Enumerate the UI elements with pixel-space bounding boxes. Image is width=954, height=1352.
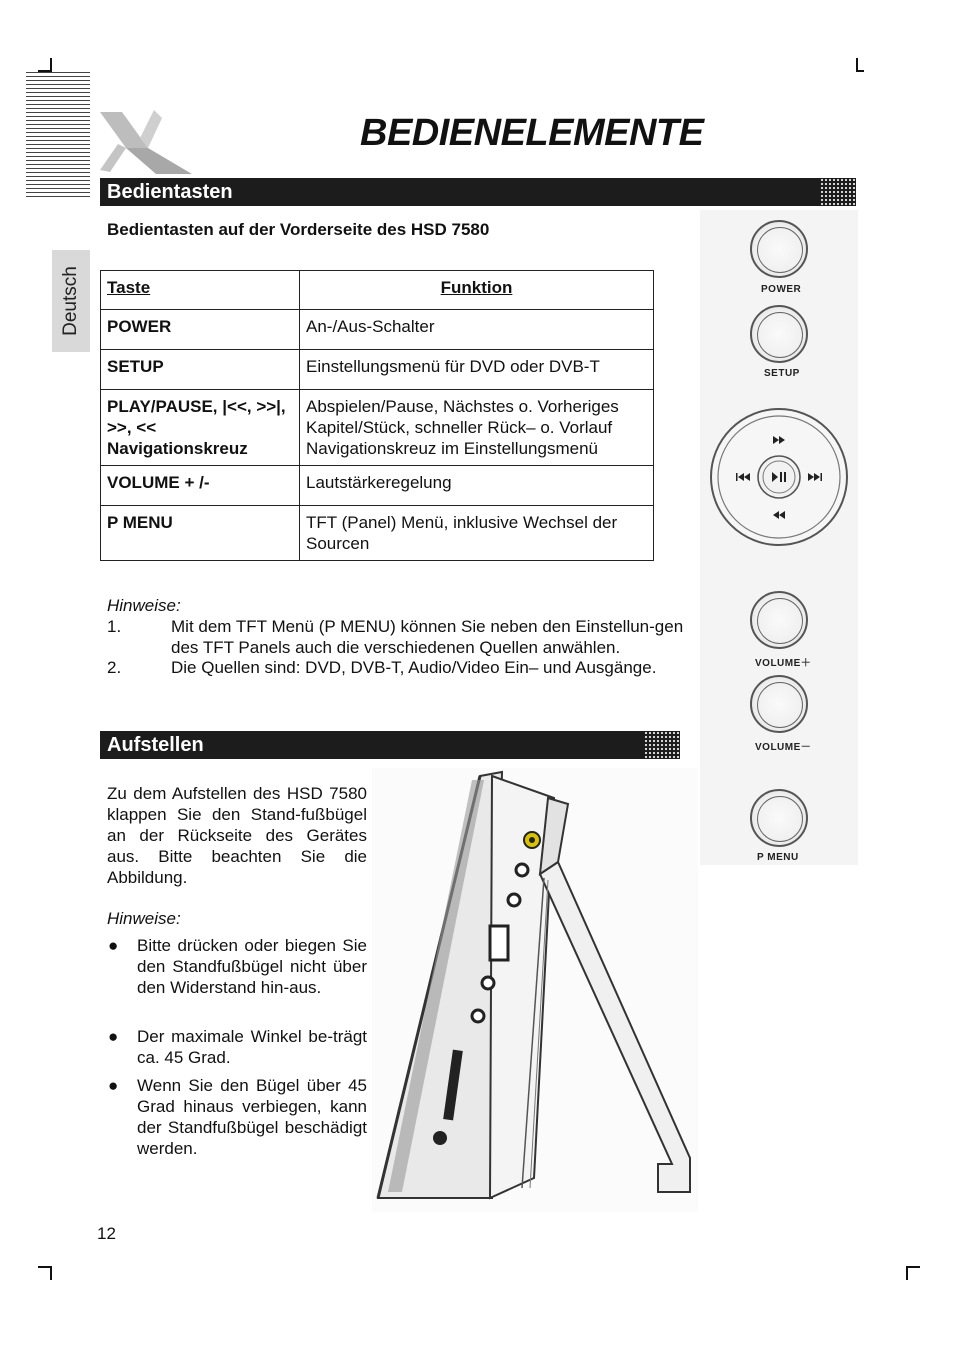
bullet-text: Bitte drücken oder biegen Sie den Standfußbügel nicht über den Widerstand hin-aus. bbox=[137, 936, 367, 997]
note-number: 1. bbox=[107, 617, 122, 636]
setup-button-illustration bbox=[750, 305, 808, 363]
section-heading-bar bbox=[100, 178, 856, 206]
row-function: Lautstärkeregelung bbox=[300, 466, 654, 506]
volume-plus-label: VOLUME＋ bbox=[755, 658, 812, 669]
x-logo bbox=[96, 108, 196, 176]
notes-label: Hinweise: bbox=[107, 909, 181, 928]
table-row bbox=[101, 350, 654, 390]
volume-plus-button-illustration bbox=[750, 591, 808, 649]
setup-label: SETUP bbox=[764, 368, 800, 379]
table-row bbox=[101, 390, 654, 466]
navigation-cross-illustration bbox=[708, 406, 850, 548]
crop-mark-top-left bbox=[50, 58, 52, 71]
row-key: VOLUME + /- bbox=[101, 466, 300, 506]
row-function: Einstellungsmenü für DVD oder DVB-T bbox=[300, 350, 654, 390]
volume-minus-label: VOLUME－ bbox=[755, 742, 812, 753]
power-label: POWER bbox=[761, 284, 802, 295]
page-title: BEDIENELEMENTE bbox=[360, 112, 704, 154]
table-row bbox=[101, 310, 654, 350]
crop-mark-top-right bbox=[856, 70, 864, 72]
row-function: TFT (Panel) Menü, inklusive Wechsel der Sourcen bbox=[300, 506, 654, 561]
bullet-icon: ● bbox=[108, 1027, 119, 1046]
bullet-icon: ● bbox=[108, 936, 119, 955]
decorative-stripes bbox=[26, 72, 90, 198]
note-text: Die Quellen sind: DVD, DVB-T, Audio/Video Ein– und Ausgänge. bbox=[171, 658, 657, 677]
bullet-text: Wenn Sie den Bügel über 45 Grad hinaus verbiegen, kann der Standfußbügel beschädigt werden. bbox=[137, 1076, 367, 1158]
table-row bbox=[101, 466, 654, 506]
volume-minus-button-illustration bbox=[750, 675, 808, 733]
power-button-illustration bbox=[750, 220, 808, 278]
row-function: An-/Aus-Schalter bbox=[300, 310, 654, 350]
crop-mark-bottom-right bbox=[906, 1266, 920, 1268]
column-header-key: Taste bbox=[107, 278, 151, 297]
row-key: P MENU bbox=[101, 506, 300, 561]
heading-dot-pattern bbox=[820, 178, 856, 206]
page-number: 12 bbox=[97, 1224, 116, 1243]
row-function: Abspielen/Pause, Nächstes o. Vorheriges Kapitel/Stück, schneller Rück– o. Vorlauf Navigationskreuz im Einstellungsmenü bbox=[300, 390, 654, 466]
table-caption: Bedientasten auf der Vorderseite des HSD 7580 bbox=[107, 220, 490, 239]
table-row bbox=[101, 506, 654, 561]
row-key: PLAY/PAUSE, |<<, >>|, >>, << Navigationskreuz bbox=[101, 390, 300, 466]
row-key: SETUP bbox=[101, 350, 300, 390]
note-text: Mit dem TFT Menü (P MENU) können Sie neben den Einstellun-gen des TFT Panels auch die verschiedenen Quellen anwählen. bbox=[171, 617, 684, 657]
controls-table bbox=[100, 270, 654, 561]
section-heading: Aufstellen bbox=[107, 734, 204, 756]
heading-dot-pattern bbox=[644, 731, 680, 759]
side-tab-label: Deutsch bbox=[60, 266, 82, 336]
device-stand-illustration bbox=[372, 768, 698, 1212]
bullet-icon: ● bbox=[108, 1076, 119, 1095]
note-number: 2. bbox=[107, 658, 122, 677]
column-header-function: Funktion bbox=[300, 271, 654, 310]
table-header-cell bbox=[101, 271, 300, 310]
table-header-row bbox=[101, 271, 654, 310]
crop-mark-bottom-right bbox=[906, 1266, 908, 1280]
pmenu-label: P MENU bbox=[757, 852, 799, 863]
language-side-tab bbox=[52, 250, 90, 352]
pmenu-button-illustration bbox=[750, 789, 808, 847]
section-heading: Bedientasten bbox=[107, 181, 233, 203]
row-key: POWER bbox=[101, 310, 300, 350]
notes-label: Hinweise: bbox=[107, 596, 181, 615]
crop-mark-bottom-left bbox=[50, 1266, 52, 1280]
bullet-text: Der maximale Winkel be-trägt ca. 45 Grad. bbox=[137, 1027, 367, 1067]
section-heading-bar bbox=[100, 731, 680, 759]
setup-paragraph: Zu dem Aufstellen des HSD 7580 klappen Sie den Stand-fußbügel an der Rückseite des Gerätes aus. Bitte beachten Sie die Abbildung. bbox=[107, 784, 367, 887]
